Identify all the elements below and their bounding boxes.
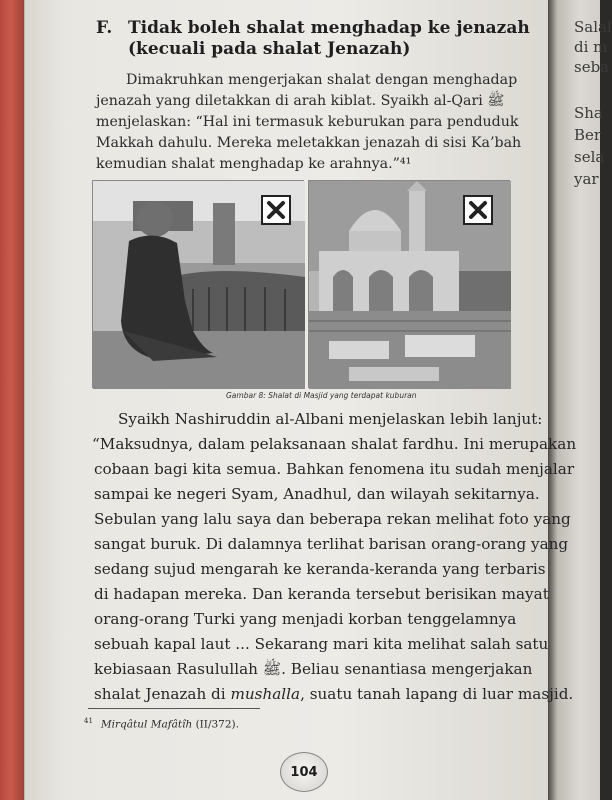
text-line: orang-orang Turki yang menjadi korban tenggelamnya (94, 610, 517, 628)
text-line: Makkah dahulu. Mereka meletakkan jenazah di sisi Ka’bah (96, 135, 522, 151)
text-line: shalat Jenazah di mushalla, suatu tanah lapang di luar masjid. (94, 685, 574, 703)
next-page-fragment: yar (574, 170, 599, 188)
text-line: sangat buruk. Di dalamnya terlihat barisan orang-orang yang (94, 535, 569, 553)
cross-mark-icon (261, 195, 291, 225)
footnote-number: 41 (84, 717, 93, 725)
text-line: sebuah kapal laut ... Sekarang mari kita melihat salah satu (94, 635, 549, 653)
text-line: menjelaskan: “Hal ini termasuk keburukan para penduduk (96, 114, 519, 130)
section-title-line-1: Tidak boleh shalat menghadap ke jenazah (128, 18, 530, 38)
text-line: sampai ke negeri Syam, Anadhul, dan wilayah sekitarnya. (94, 485, 540, 503)
adjacent-page (548, 0, 612, 800)
text-line: kebiasaan Rasulullah ﷺ. Beliau senantiasa mengerjakan (94, 660, 533, 678)
section-letter: F. (96, 18, 113, 38)
text-line: jenazah yang diletakkan di arah kiblat. Syaikh al-Qari ﷺ (96, 93, 505, 109)
text-line: Dimakruhkan mengerjakan shalat dengan menghadap (126, 72, 518, 88)
next-page-fragment: Sha (574, 104, 603, 122)
footnote-source: Mirqâtul Mafâtîh (100, 718, 193, 731)
footnote-divider (88, 708, 260, 709)
cross-mark-icon (463, 195, 493, 225)
section-title-line-2: (kecuali pada shalat Jenazah) (128, 39, 411, 59)
next-page-fragment: Salal (574, 18, 612, 36)
footnote-reference: (II/372). (195, 718, 239, 731)
text-line: cobaan bagi kita semua. Bahkan fenomena itu sudah menjalar (94, 460, 575, 478)
text-line: di hadapan mereka. Dan keranda tersebut berisikan mayat (94, 585, 549, 603)
next-page-fragment: di m (574, 38, 608, 56)
text-line: sedang sujud mengarah ke keranda-keranda yang terbaris (94, 560, 546, 578)
next-page-fragment: sela (574, 148, 605, 166)
text-line: “Maksudnya, dalam pelaksanaan shalat fardhu. Ini merupakan (92, 435, 577, 453)
text-line: kemudian shalat menghadap ke arahnya.”⁴¹ (96, 156, 412, 172)
figure-photos (92, 180, 510, 388)
figure-caption: Gambar 8: Shalat di Masjid yang terdapat kuburan (226, 391, 417, 400)
next-page-fragment: seba (574, 58, 610, 76)
page-number: 104 (280, 752, 328, 792)
text-line: Syaikh Nashiruddin al-Albani menjelaskan lebih lanjut: (118, 410, 543, 428)
text-line: Sebulan yang lalu saya dan beberapa rekan melihat foto yang (94, 510, 571, 528)
photo-mosque-with-graves (308, 180, 510, 388)
photo-person-praying-before-grave (92, 180, 304, 388)
next-page-fragment: Ber (574, 126, 602, 144)
footnote (84, 717, 239, 731)
